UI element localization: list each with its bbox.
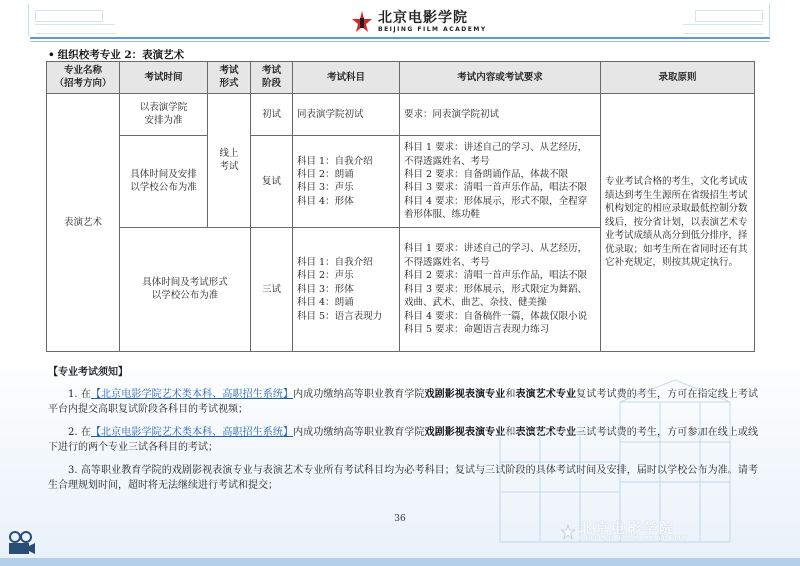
exam-form-cell: 线上 考试 (208, 93, 251, 227)
note-text: 内成功缴纳高等职业教育学院 (293, 426, 425, 438)
exam-time-cell: 具体时间及考试形式 以学校公布为准 (120, 227, 251, 351)
section-bullet: • (48, 49, 55, 61)
admission-system-link[interactable]: 【北京电影学院艺术类本科、高职招生系统】 (90, 426, 294, 438)
header-rule (30, 37, 770, 39)
note-item: 3. 高等职业教育学院的戏剧影视表演专业与表演艺术专业所有考试科目均为必考科目；复试与三试阶段的具体考试时间及安排，届时以学校公布为准。请考生合理规划时间，超时将无法继续进行考试和提交； (48, 464, 758, 491)
header-exam-stage: 考试 阶段 (251, 62, 293, 94)
note-text: 和 (505, 388, 516, 400)
exam-requirements-cell: 科目 1 要求：讲述自己的学习、从艺经历，不得透露姓名、考号 科目 2 要求：自备朗诵作品，体裁不限 科目 3 要求：清唱一首声乐作品，唱法不限 科目 4 要求：形体展示，形式不限，全程穿着形体服、练功鞋 (400, 135, 601, 227)
footer-logo (560, 522, 688, 542)
exam-requirements-cell: 要求：同表演学院初试 (400, 93, 601, 135)
note-major-name: 表演艺术专业 (515, 388, 577, 400)
exam-time-cell: 具体时间及安排 以学校公布为准 (120, 135, 208, 227)
header-ornament-right (677, 4, 770, 36)
logo-english-name: BEIJING FILM ACADEMY (378, 26, 487, 33)
note-text: 和 (505, 426, 516, 438)
table-row (47, 93, 755, 135)
header-ornament-left (28, 4, 121, 36)
exam-time-cell: 以表演学院 安排为准 (120, 93, 208, 135)
footer-logo-chinese: 北京电影学院 (579, 521, 675, 537)
footer-band (0, 558, 800, 566)
admission-system-link[interactable]: 【北京电影学院艺术类本科、高职招生系统】 (90, 388, 294, 400)
header-major: 专业名称 （招考方向） (47, 62, 120, 94)
header-exam-subjects: 考试科目 (293, 62, 400, 94)
logo-chinese-name: 北京电影学院 (378, 10, 468, 26)
film-camera-icon (6, 530, 36, 558)
major-cell: 表演艺术 (47, 93, 120, 351)
page-number: 36 (394, 514, 406, 524)
note-major-name: 表演艺术专业 (515, 426, 577, 438)
academy-emblem-icon (560, 524, 576, 540)
header-rule-thin (30, 41, 770, 42)
note-number: 2. 在 (68, 426, 91, 438)
exam-schedule-table (46, 61, 755, 352)
exam-stage-cell: 复试 (251, 135, 293, 227)
note-text: 三试考试费的考生，方可参加在线上或线下进行的两个专业三试各科目的考试； (48, 426, 759, 453)
header-exam-form: 考试 形式 (208, 62, 251, 94)
note-text: 复试考试费的考生，方可在指定线上考试平台内提交高职复试阶段各科目的考试视频； (48, 388, 759, 415)
table-header-row (47, 62, 755, 94)
header-exam-time: 考试时间 (120, 62, 208, 94)
header-admission-rule: 录取原则 (601, 62, 755, 94)
note-major-name: 戏剧影视表演专业 (424, 388, 506, 400)
exam-subjects-cell: 科目 1：自我介绍 科目 2：声乐 科目 3：形体 科目 4：朗诵 科目 5：语言表现力 (293, 227, 400, 351)
section-title (48, 47, 184, 62)
exam-subjects-cell: 同表演学院初试 (293, 93, 400, 135)
header-exam-requirements: 考试内容或考试要求 (400, 62, 601, 94)
exam-stage-cell: 三试 (251, 227, 293, 351)
note-text: 内成功缴纳高等职业教育学院 (293, 388, 425, 400)
footer-logo-english: BEIJING FILM ACADEMY (579, 535, 688, 542)
academy-logo (350, 8, 487, 36)
note-major-name: 戏剧影视表演专业 (424, 426, 506, 438)
notes-title: 【专业考试须知】 (48, 367, 128, 378)
exam-stage-cell: 初试 (251, 93, 293, 135)
section-title-text: 组织校考专业 2：表演艺术 (57, 49, 185, 61)
academy-emblem-icon (350, 10, 374, 34)
note-number: 1. 在 (68, 388, 91, 400)
admission-rule-cell: 专业考试合格的考生，文化考试成绩达到考生生源所在省级招生考试机构划定的相应录取最低控制分数线后，按分省计划，以表演艺术专业考试成绩从高分到低分排序，择优录取；如考生所在省同时还有其它补充规定，则按其规定执行。 (601, 93, 755, 351)
exam-subjects-cell: 科目 1：自我介绍 科目 2：朗诵 科目 3：声乐 科目 4：形体 (293, 135, 400, 227)
exam-requirements-cell: 科目 1 要求：讲述自己的学习、从艺经历，不得透露姓名、考号 科目 2 要求：清唱一首声乐作品，唱法不限 科目 3 要求：形体展示，形式限定为舞蹈、戏曲、武术、曲艺、杂技、健美操 科目 4 要求：自备稿件一篇，体裁仅限小说 科目 5 要求：命题语言表现力练习 (400, 227, 601, 351)
